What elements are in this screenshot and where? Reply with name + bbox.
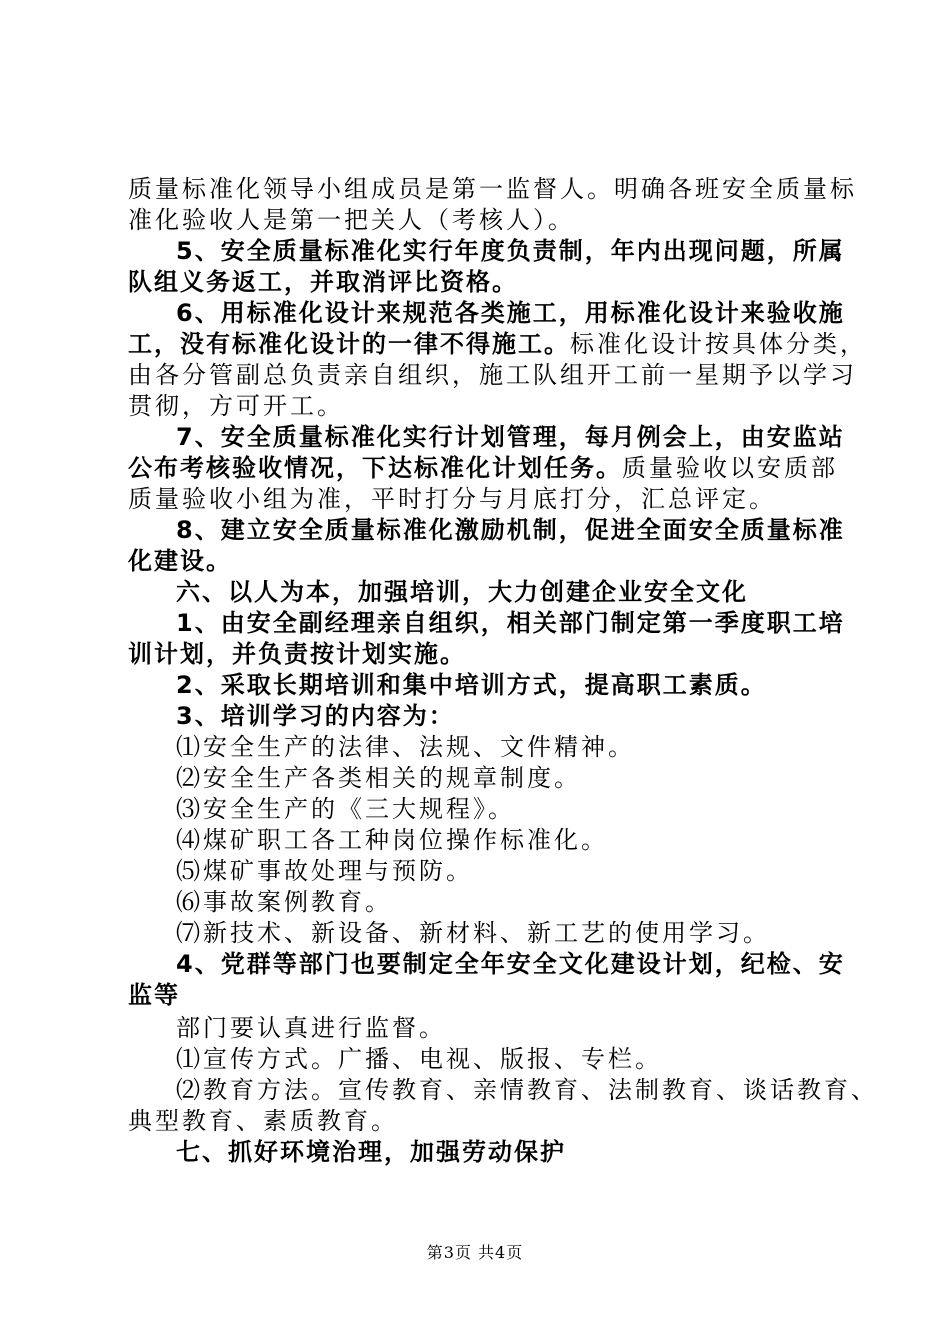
text-line [128,856,848,887]
text-line [128,329,867,360]
text-segment: 1、由安全副经理亲自组织，相关部门制定第一季度职工培 [176,609,845,637]
text-line [128,670,848,701]
text-line [128,546,848,577]
text-line [128,825,848,856]
text-segment: 2、采取长期培训和集中培训方式，提高职工素质。 [176,671,767,699]
text-segment: 质量验收以安质部 [622,454,838,482]
text-line [128,732,848,763]
text-segment: 监等 [128,981,180,1009]
text-line [128,1013,848,1044]
text-segment: 工，没有标准化设计的一律不得施工。 [128,330,570,358]
text-line [128,422,848,453]
text-segment: 3、培训学习的内容为： [176,702,455,730]
text-segment: 质量验收小组为准，平时打分与月底打分，汇总评定。 [128,485,776,513]
text-segment: ⑺新技术、新设备、新材料、新工艺的使用学习。 [176,919,770,947]
text-segment: 队组义务返工，并取消评比资格。 [128,268,518,296]
text-segment: ⑸煤矿事故处理与预防。 [176,857,473,885]
text-segment: 5、安全质量标准化实行年度负责制，年内出现问题，所属 [176,237,845,265]
text-segment: 8、建立安全质量标准化激励机制，促进全面安全质量标准 [176,516,845,544]
text-segment: 化建设。 [128,547,232,575]
text-line [128,360,857,391]
text-line [128,391,848,422]
text-line [128,763,848,794]
text-line [128,1137,848,1168]
text-segment: ⑴安全生产的法律、法规、文件精神。 [176,733,635,761]
text-segment: ⑶安全生产的《三大规程》。 [176,795,515,823]
text-segment: 6、用标准化设计来规范各类施工，用标准化设计来验收施 [176,299,845,327]
text-line [128,577,848,608]
text-line [128,453,848,484]
text-segment: ⑵安全生产各类相关的规章制度。 [176,764,581,792]
text-line [128,267,848,298]
text-line [128,949,848,980]
text-line [128,484,848,515]
text-line [128,174,857,205]
text-line [128,236,848,267]
text-segment: ⑹事故案例教育。 [176,888,392,916]
text-segment: 部门要认真进行监督。 [176,1014,446,1042]
text-segment: 质量标准化领导小组成员是第一监督人。明确各班安全质量标 [128,175,857,203]
text-line [128,918,848,949]
text-line [128,639,848,670]
text-segment: 七、抓好环境治理，加强劳动保护 [176,1138,566,1166]
text-line [128,1044,848,1075]
text-segment: 准化验收人是第一把关人（考核人）。 [128,206,575,234]
text-line [128,205,848,236]
text-segment: ⑵教育方法。宣传教育、亲情教育、法制教育、谈话教育、 [176,1076,878,1104]
text-segment: 4、党群等部门也要制定全年安全文化建设计划，纪检、安 [176,950,845,978]
document-body [128,174,878,1168]
text-segment: ⑴宣传方式。广播、电视、版报、专栏。 [176,1045,662,1073]
text-line [128,608,848,639]
text-segment: 典型教育、素质教育。 [128,1107,398,1135]
page-footer: 第3页 共4页 [426,1243,524,1262]
text-line [128,980,848,1011]
text-segment: 标准化设计按具体分类， [570,330,867,358]
text-segment: 训计划，并负责按计划实施。 [128,640,466,668]
text-segment: 贯彻，方可开工。 [128,392,344,420]
text-line [128,298,848,329]
text-segment: 六、以人为本，加强培训，大力创建企业安全文化 [176,578,748,606]
text-segment: 由各分管副总负责亲自组织，施工队组开工前一星期予以学习 [128,361,857,389]
text-line [128,794,848,825]
text-line [128,701,848,732]
text-line [128,887,848,918]
text-segment: 7、安全质量标准化实行计划管理，每月例会上，由安监站 [176,423,845,451]
text-segment: 公布考核验收情况，下达标准化计划任务。 [128,454,622,482]
text-line [128,1075,878,1106]
text-line [128,515,848,546]
text-segment: ⑷煤矿职工各工种岗位操作标准化。 [176,826,608,854]
text-line [128,1106,848,1137]
